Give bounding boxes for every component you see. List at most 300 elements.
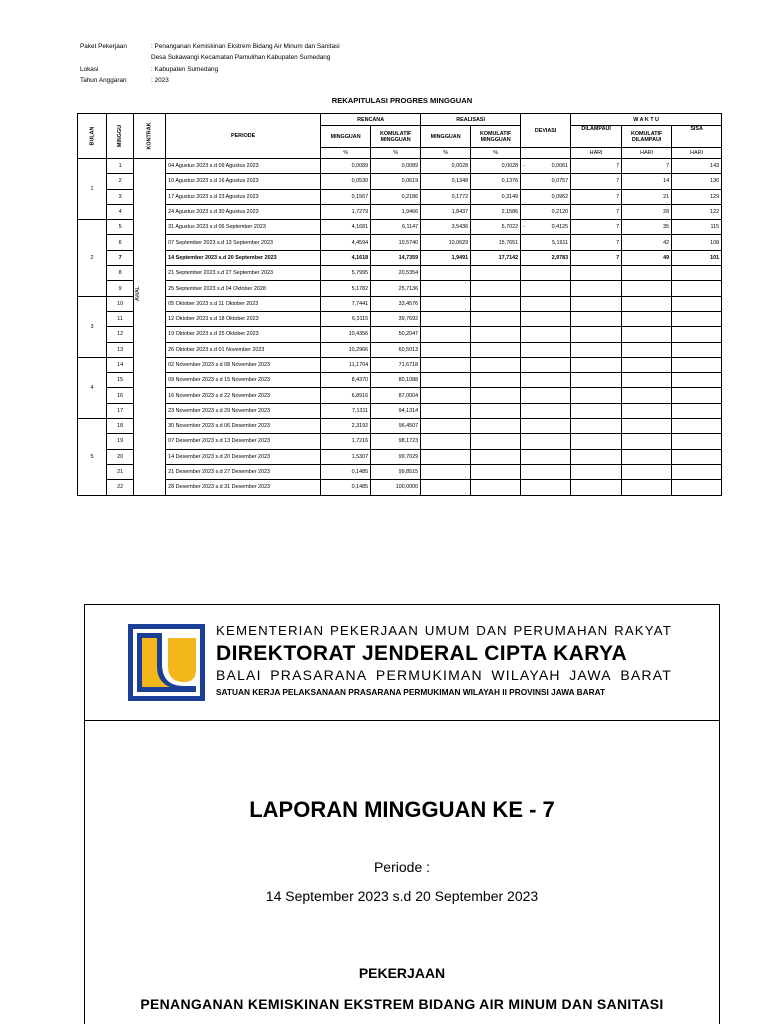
realisasi-komulatif-cell [471,327,521,342]
rencana-mingguan-cell: 5,1782 [321,281,371,296]
sisa-cell [672,434,722,449]
deviasi-cell [521,342,571,357]
periode-cell: 02 November 2023 s.d 08 November 2023 [166,357,321,372]
header-rencana: RENCANA [321,114,421,126]
periode-cell: 05 Oktober 2023 s.d 11 Oktober 2023 [166,296,321,311]
realisasi-mingguan-cell [421,357,471,372]
komulatif-dilampaui-cell [622,434,672,449]
realisasi-komulatif-cell: 0,3149 [471,189,521,204]
project-info [80,41,340,87]
realisasi-mingguan-cell [421,266,471,281]
deviasi-cell [521,480,571,495]
table-row [78,373,722,388]
ministry-line-1 [216,623,672,638]
komulatif-dilampaui-cell: 35 [622,220,672,235]
table-row [78,250,722,265]
deviasi-cell [521,464,571,479]
week-cell: 11 [107,311,134,326]
unit-pct: % [321,148,371,159]
periode-cell: 16 November 2023 s.d 22 November 2023 [166,388,321,403]
dilampaui-cell [571,388,622,403]
deviasi-cell [521,174,571,189]
table-row [78,204,722,219]
periode-cell: 21 Desember 2023 s.d 27 Desember 2023 [166,464,321,479]
deviasi-cell [521,419,571,434]
table-row [78,311,722,326]
realisasi-komulatif-cell [471,449,521,464]
ministry-word: BARAT [620,667,672,683]
dilampaui-cell [571,419,622,434]
dilampaui-cell [571,403,622,418]
info-key: Lokasi [80,65,99,73]
dilampaui-cell: 7 [571,220,622,235]
rencana-komulatif-cell: 20,5354 [371,266,421,281]
info-row-tahun [80,75,340,86]
realisasi-mingguan-cell [421,419,471,434]
negative-sign: - [523,224,525,231]
sisa-cell: 129 [672,189,722,204]
rencana-komulatif-cell: 1,9466 [371,204,421,219]
table-row [78,357,722,372]
realisasi-mingguan-cell [421,327,471,342]
sisa-cell [672,296,722,311]
week-cell: 22 [107,480,134,495]
rencana-komulatif-cell: 0,0089 [371,159,421,174]
unit-pct: % [371,148,421,159]
rencana-komulatif-cell: 60,5013 [371,342,421,357]
realisasi-komulatif-cell [471,296,521,311]
realisasi-komulatif-cell: 15,7651 [471,235,521,250]
periode-cell: 17 Agustus 2023 s.d 23 Agustus 2023 [166,189,321,204]
dilampaui-cell: 7 [571,204,622,219]
header-periode: PERIODE [166,114,321,159]
rencana-mingguan-cell: 0,1567 [321,189,371,204]
deviasi-cell [521,220,571,235]
realisasi-mingguan-cell: 1,9491 [421,250,471,265]
dilampaui-cell [571,373,622,388]
pekerjaan-label: PEKERJAAN [358,965,446,981]
realisasi-komulatif-cell: 5,7022 [471,220,521,235]
realisasi-komulatif-cell [471,342,521,357]
komulatif-dilampaui-cell [622,296,672,311]
periode-label: Periode : [373,859,431,875]
month-cell: 2 [78,220,107,296]
ministry-line-2: DIREKTORAT JENDERAL CIPTA KARYA [216,642,628,665]
komulatif-dilampaui-cell [622,419,672,434]
unit-blank [521,148,571,159]
deviasi-value: 0,2120 [551,209,569,216]
rencana-mingguan-cell: 8,4370 [321,373,371,388]
week-cell: 14 [107,357,134,372]
unit-hari: HARI [672,148,722,159]
rencana-komulatif-cell: 80,1088 [371,373,421,388]
sisa-cell [672,419,722,434]
ministry-word: UMUM [424,623,471,638]
realisasi-komulatif-cell [471,434,521,449]
periode-cell: 14 Desember 2023 s.d 20 Desember 2023 [166,449,321,464]
table-body [78,159,722,496]
realisasi-mingguan-cell: 0,1348 [421,174,471,189]
realisasi-mingguan-cell [421,281,471,296]
realisasi-mingguan-cell [421,464,471,479]
rencana-mingguan-cell: 10,4356 [321,327,371,342]
ministry-line-3 [216,667,672,683]
rencana-mingguan-cell: 4,1618 [321,250,371,265]
rencana-komulatif-cell: 25,7136 [371,281,421,296]
dilampaui-cell [571,327,622,342]
periode-cell: 12 Oktober 2023 s.d 18 Oktober 2023 [166,311,321,326]
komulatif-dilampaui-cell [622,449,672,464]
rencana-komulatif-cell: 33,4576 [371,296,421,311]
komulatif-dilampaui-cell: 7 [622,159,672,174]
rencana-mingguan-cell: 0,1485 [321,464,371,479]
komulatif-dilampaui-cell [622,281,672,296]
dilampaui-cell: 7 [571,174,622,189]
rencana-komulatif-cell: 14,7359 [371,250,421,265]
sisa-cell [672,357,722,372]
table-row [78,342,722,357]
dilampaui-cell [571,311,622,326]
deviasi-value: 2,9783 [551,254,569,261]
ministry-word: JAWA [569,667,612,683]
dilampaui-cell: 7 [571,159,622,174]
rencana-komulatif-cell: 71,6718 [371,357,421,372]
komulatif-dilampaui-cell: 14 [622,174,672,189]
sisa-cell: 115 [672,220,722,235]
header-realisasi-komulatif: KOMULATIF MINGGUAN [471,126,521,148]
header-dilampaui: DILAMPAUI [571,126,622,148]
periode-value: 14 September 2023 s.d 20 September 2023 [265,888,539,904]
kontrak-cell [134,159,166,496]
realisasi-komulatif-cell [471,357,521,372]
periode-cell: 07 Desember 2023 s.d 13 Desember 2023 [166,434,321,449]
month-cell: 3 [78,296,107,357]
komulatif-dilampaui-cell: 28 [622,204,672,219]
info-row-paket [80,41,340,52]
rencana-mingguan-cell: 4,1681 [321,220,371,235]
header-komulatif-dilampaui: KOMULATIF DILAMPAUI [622,126,672,148]
ministry-word: PEKERJAAN [329,623,419,638]
komulatif-dilampaui-cell [622,311,672,326]
rencana-komulatif-cell: 6,1147 [371,220,421,235]
rencana-komulatif-cell: 99,7029 [371,449,421,464]
komulatif-dilampaui-cell [622,373,672,388]
komulatif-dilampaui-cell [622,342,672,357]
header-rencana-komulatif: KOMULATIF MINGGUAN [371,126,421,148]
header-kontrak: KONTRAK [134,114,166,159]
week-cell: 15 [107,373,134,388]
periode-cell: 31 Agustus 2023 s.d 06 September 2023 [166,220,321,235]
dilampaui-cell [571,281,622,296]
realisasi-mingguan-cell: 10,0629 [421,235,471,250]
periode-cell: 04 Agustus 2023 s.d 09 Agustus 2023 [166,159,321,174]
dilampaui-cell [571,357,622,372]
realisasi-komulatif-cell [471,403,521,418]
sisa-cell [672,281,722,296]
week-cell: 20 [107,449,134,464]
sisa-cell [672,388,722,403]
realisasi-mingguan-cell [421,296,471,311]
month-cell: 5 [78,419,107,495]
week-cell: 4 [107,204,134,219]
rencana-mingguan-cell: 6,3115 [321,311,371,326]
week-cell: 1 [107,159,134,174]
header-sisa: SISA [672,126,722,148]
rencana-komulatif-cell: 99,8515 [371,464,421,479]
rencana-komulatif-cell: 87,0004 [371,388,421,403]
komulatif-dilampaui-cell [622,464,672,479]
deviasi-value: 5,1911 [552,239,569,246]
info-key [80,52,151,63]
week-cell: 16 [107,388,134,403]
realisasi-komulatif-cell [471,373,521,388]
rencana-mingguan-cell: 0,1485 [321,480,371,495]
deviasi-cell [521,311,571,326]
sisa-cell [672,464,722,479]
realisasi-komulatif-cell [471,311,521,326]
ministry-word: PRASARANA [270,667,368,683]
rencana-mingguan-cell: 5,7995 [321,266,371,281]
sisa-cell [672,311,722,326]
deviasi-cell [521,388,571,403]
realisasi-mingguan-cell: 0,0028 [421,159,471,174]
pekerjaan-value: PENANGANAN KEMISKINAN EKSTREM BIDANG AIR MINUM DAN SANITASI [140,996,664,1012]
header-minggu: MINGGU [107,114,134,159]
table-row [78,174,722,189]
ministry-line-4: SATUAN KERJA PELAKSANAAN PRASARANA PERMUKIMAN WILAYAH II PROVINSI JAWA BARAT [216,687,606,697]
week-cell: 7 [107,250,134,265]
sisa-cell [672,480,722,495]
table-row [78,434,722,449]
week-cell: 17 [107,403,134,418]
komulatif-dilampaui-cell: 42 [622,235,672,250]
realisasi-komulatif-cell: 17,7142 [471,250,521,265]
realisasi-mingguan-cell [421,480,471,495]
table-row [78,189,722,204]
deviasi-cell [521,449,571,464]
periode-cell: 07 September 2023 s.d 13 September 2023 [166,235,321,250]
recap-title: REKAPITULASI PROGRES MINGGUAN [331,96,473,105]
sisa-cell: 101 [672,250,722,265]
rencana-komulatif-cell: 39,7692 [371,311,421,326]
realisasi-komulatif-cell: 2,1586 [471,204,521,219]
rencana-mingguan-cell: 0,0089 [321,159,371,174]
ministry-word: RAKYAT [614,623,672,638]
deviasi-value: 0,0962 [551,193,569,200]
realisasi-komulatif-cell [471,266,521,281]
unit-pct: % [471,148,521,159]
deviasi-cell [521,235,571,250]
week-cell: 13 [107,342,134,357]
table-row [78,480,722,495]
deviasi-value: 0,0757 [551,178,569,185]
komulatif-dilampaui-cell [622,357,672,372]
rencana-mingguan-cell: 11,1704 [321,357,371,372]
week-cell: 19 [107,434,134,449]
realisasi-komulatif-cell [471,419,521,434]
dilampaui-cell [571,266,622,281]
table-row [78,220,722,235]
report-cover [84,604,720,1024]
realisasi-komulatif-cell [471,480,521,495]
table-row [78,281,722,296]
deviasi-cell [521,189,571,204]
rencana-komulatif-cell: 100,0000 [371,480,421,495]
table-row [78,419,722,434]
week-cell: 2 [107,174,134,189]
rencana-mingguan-cell: 1,7216 [321,434,371,449]
header-rencana-mingguan: MINGGUAN [321,126,371,148]
deviasi-cell [521,373,571,388]
info-key: Tahun Anggaran [80,77,127,85]
sisa-cell [672,342,722,357]
dilampaui-cell [571,480,622,495]
dilampaui-cell: 7 [571,235,622,250]
kontrak-awal-label: AWAL [135,286,142,301]
periode-cell: 25 September 2023 s.d 04 Oktober 2028 [166,281,321,296]
rencana-komulatif-cell: 0,2186 [371,189,421,204]
ministry-word: KEMENTERIAN [216,623,325,638]
sisa-cell [672,373,722,388]
ministry-word: WILAYAH [491,667,561,683]
week-cell: 8 [107,266,134,281]
deviasi-cell [521,266,571,281]
dilampaui-cell [571,434,622,449]
table-row [78,449,722,464]
sisa-cell [672,266,722,281]
deviasi-value: 0,4125 [551,224,569,231]
sisa-cell: 108 [672,235,722,250]
deviasi-cell [521,357,571,372]
dilampaui-cell: 7 [571,189,622,204]
realisasi-komulatif-cell [471,281,521,296]
negative-sign: - [523,163,525,170]
periode-cell: 14 September 2023 s.d 20 September 2023 [166,250,321,265]
dilampaui-cell: 7 [571,250,622,265]
realisasi-mingguan-cell [421,388,471,403]
periode-cell: 19 Oktober 2023 s.d 25 Oktober 2023 [166,327,321,342]
rencana-mingguan-cell: 1,7279 [321,204,371,219]
ministry-word: DAN [476,623,508,638]
deviasi-cell [521,296,571,311]
periode-cell: 28 Desember 2023 s.d 31 Desember 2023 [166,480,321,495]
month-cell: 4 [78,357,107,418]
rencana-komulatif-cell: 50,2047 [371,327,421,342]
deviasi-cell [521,327,571,342]
report-title: LAPORAN MINGGUAN KE - 7 [249,797,555,822]
deviasi-value: 0,0061 [551,163,569,170]
info-value: : Kabupaten Sumedang [151,65,219,73]
unit-hari: HARI [571,148,622,159]
rencana-mingguan-cell: 0,0530 [321,174,371,189]
deviasi-cell [521,434,571,449]
rencana-mingguan-cell: 4,4594 [321,235,371,250]
realisasi-mingguan-cell: 1,8437 [421,204,471,219]
pupr-logo-icon [128,624,205,701]
sisa-cell: 122 [672,204,722,219]
rencana-komulatif-cell: 0,0619 [371,174,421,189]
dilampaui-cell [571,342,622,357]
deviasi-cell [521,403,571,418]
realisasi-komulatif-cell: 0,1376 [471,174,521,189]
ministry-word: BALAI [216,667,262,683]
table-row [78,296,722,311]
table-row [78,266,722,281]
info-value: : Penanganan Kemiskinan Ekstrem Bidang Air Minum dan Sanitasi [151,43,340,50]
rencana-komulatif-cell: 98,1723 [371,434,421,449]
week-cell: 9 [107,281,134,296]
dilampaui-cell [571,296,622,311]
info-row-desa [80,52,340,63]
header-waktu: W A K T U [571,114,722,126]
rencana-komulatif-cell: 94,1314 [371,403,421,418]
sisa-cell: 136 [672,174,722,189]
table-row [78,159,722,174]
rencana-mingguan-cell: 2,3192 [321,419,371,434]
week-cell: 12 [107,327,134,342]
komulatif-dilampaui-cell [622,327,672,342]
month-cell: 1 [78,159,107,220]
periode-cell: 21 September 2023 s.d 27 September 2023 [166,266,321,281]
komulatif-dilampaui-cell [622,403,672,418]
sisa-cell [672,449,722,464]
sisa-cell [672,403,722,418]
ministry-word: PERMUKIMAN [375,667,483,683]
progress-table [77,113,722,496]
deviasi-cell [521,159,571,174]
realisasi-mingguan-cell: 0,1772 [421,189,471,204]
rencana-mingguan-cell: 6,8916 [321,388,371,403]
sisa-cell: 143 [672,159,722,174]
info-value: Desa Sukawangi Kecamatan Pamulihan Kabupaten Sumedang [151,54,331,62]
week-cell: 21 [107,464,134,479]
komulatif-dilampaui-cell [622,480,672,495]
rencana-mingguan-cell: 10,2966 [321,342,371,357]
realisasi-mingguan-cell [421,403,471,418]
week-cell: 6 [107,235,134,250]
deviasi-cell [521,204,571,219]
week-cell: 10 [107,296,134,311]
cover-header [85,605,719,721]
dilampaui-cell [571,449,622,464]
unit-pct: % [421,148,471,159]
ministry-block [216,623,672,697]
periode-cell: 10 Agustus 2023 s.d 16 Agustus 2023 [166,174,321,189]
week-cell: 3 [107,189,134,204]
table-row [78,235,722,250]
info-value: : 2023 [151,77,169,85]
realisasi-mingguan-cell [421,373,471,388]
rencana-mingguan-cell: 7,1311 [321,403,371,418]
periode-cell: 30 November 2023 s.d 06 Desember 2023 [166,419,321,434]
rencana-komulatif-cell: 96,4507 [371,419,421,434]
dilampaui-cell [571,464,622,479]
realisasi-mingguan-cell [421,449,471,464]
realisasi-mingguan-cell [421,311,471,326]
table-row [78,403,722,418]
realisasi-komulatif-cell [471,464,521,479]
deviasi-cell [521,250,571,265]
header-realisasi: REALISASI [421,114,521,126]
realisasi-komulatif-cell [471,388,521,403]
header-deviasi: DEVIASI [521,114,571,148]
unit-hari: HARI [622,148,672,159]
header-realisasi-mingguan: MINGGUAN [421,126,471,148]
rencana-komulatif-cell: 10,5740 [371,235,421,250]
sisa-cell [672,327,722,342]
periode-cell: 24 Agustus 2023 s.d 30 Agustus 2023 [166,204,321,219]
rencana-mingguan-cell: 1,5307 [321,449,371,464]
